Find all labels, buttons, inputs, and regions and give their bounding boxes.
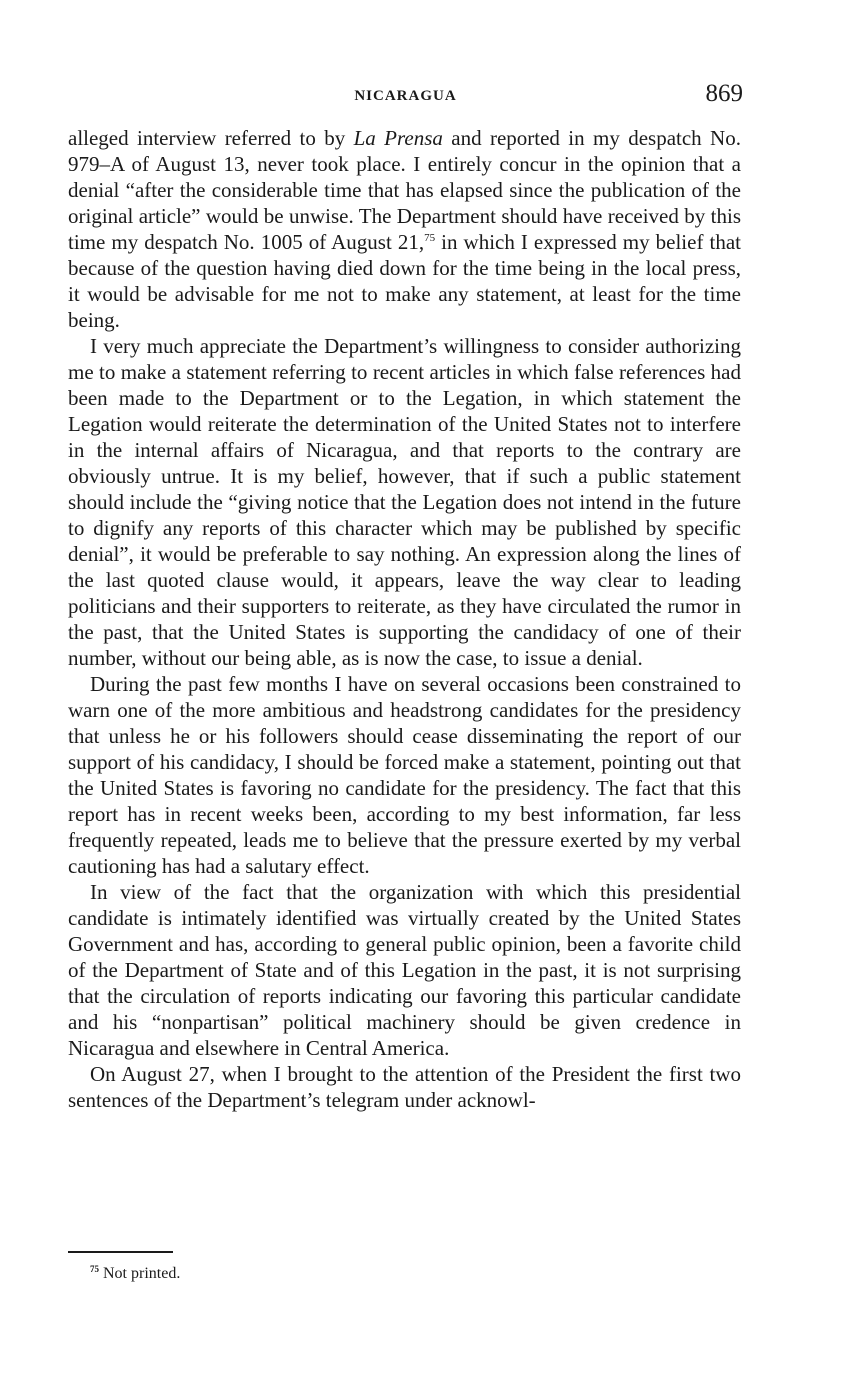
paragraph	[68, 125, 741, 333]
page-header	[68, 80, 743, 114]
paragraph: On August 27, when I brought to the attention of the President the first two sentences of the Department’s telegram under acknowl-	[68, 1062, 741, 1112]
running-head: NICARAGUA	[354, 88, 457, 104]
footnote-reference: 75	[424, 232, 436, 244]
footnote-marker: 75	[90, 1264, 99, 1274]
text-run: alleged interview referred to by	[68, 126, 354, 150]
paragraph: I very much appreciate the Department’s willingness to consider authorizing me to make a statement referring to recent articles in which false references had been made to the Department or to the Legation, in which statement the Legation would reiterate the determination of the United States not to interfere in the internal affairs of Nicaragua, and that reports to the contrary are obviously untrue. It is my belief, however, that if such a public statement should include the “giving notice that the Legation does not intend in the future to dignify any reports of this character which may be published by specific denial”, it would be preferable to say nothing. An expression along the lines of the last quoted clause would, it appears, leave the way clear to leading politicians and their supporters to reiterate, as they have circulated the rumor in the past, that the United States is supporting the candidacy of one of their number, without our being able, as is now the case, to issue a denial.	[68, 334, 741, 670]
text-run: in which I expressed my belief that because of the question having died down for the time being in the local press, it would be advisable for me not to make any statement, at least for the time being.	[68, 230, 741, 332]
footnote	[90, 1264, 180, 1284]
page-number: 869	[705, 80, 743, 107]
paragraph: During the past few months I have on several occasions been constrained to warn one of the more ambitious and headstrong candidates for the presidency that unless he or his followers should cease disseminating the report of our support of his candidacy, I should be forced make a statement, pointing out that the United States is favoring no candidate for the presidency. The fact that this report has in recent weeks been, according to my best information, far less frequently repeated, leads me to believe that the pressure exerted by my verbal cautioning has had a salutary effect.	[68, 672, 741, 878]
footnote-divider	[68, 1251, 173, 1253]
footnote-text: Not printed.	[99, 1265, 181, 1282]
body-text	[68, 125, 741, 1113]
paragraph: In view of the fact that the organization with which this presidential candidate is intimately identified was virtually created by the United States Government and has, according to general public opinion, been a favorite child of the Department of State and of this Legation in the past, it is not surprising that the circulation of reports indicating our favoring this particular candidate and his “nonpartisan” political machinery should be given credence in Nicaragua and elsewhere in Central America.	[68, 880, 741, 1060]
text-run: and reported in my despatch No. 979–A of August 13, never took place. I entirely concur in the opinion that a denial “after the considerable time that has elapsed since the publication of the original article” would be unwise. The Department should have received by this time my despatch No. 1005 of August 21,	[68, 126, 741, 254]
newspaper-title: La Prensa	[353, 126, 443, 150]
